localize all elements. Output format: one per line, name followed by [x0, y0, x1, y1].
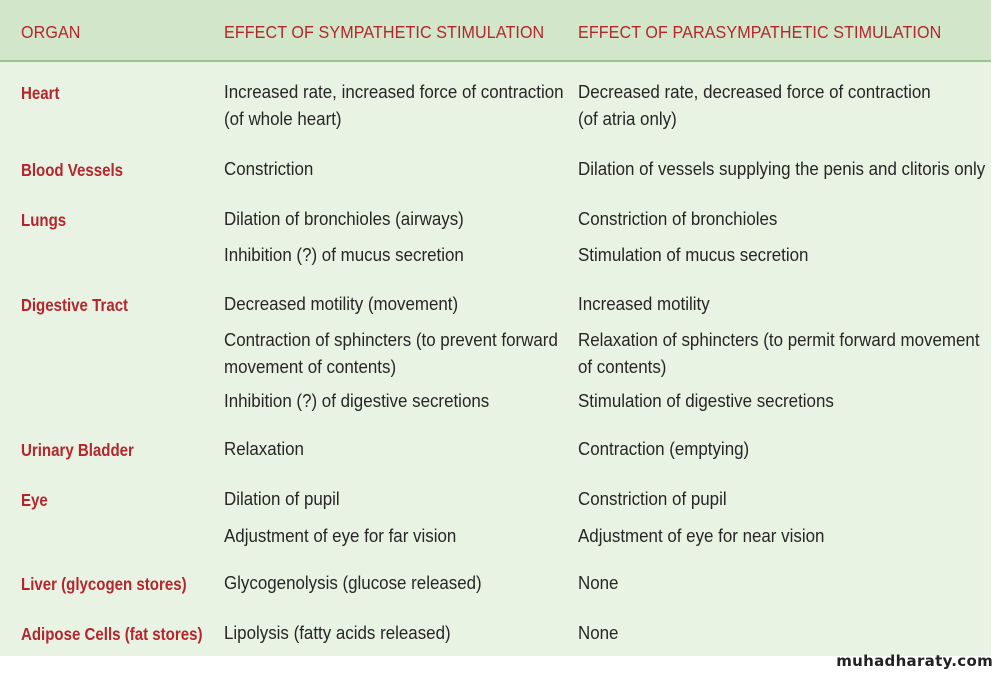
digestive-symp-1: Decreased motility (movement): [224, 294, 459, 314]
digestive-symp-3: movement of contents): [224, 357, 397, 377]
header-sympathetic: EFFECT OF SYMPATHETIC STIMULATION: [224, 22, 545, 42]
adipose-para-1: None: [578, 623, 619, 643]
lungs-symp-2: Inhibition (?) of mucus secretion: [224, 245, 464, 265]
organ-lungs: Lungs: [21, 210, 67, 230]
lungs-symp-1: Dilation of bronchioles (airways): [224, 209, 464, 229]
header-parasympathetic: EFFECT OF PARASYMPATHETIC STIMULATION: [578, 22, 942, 42]
digestive-symp-4: Inhibition (?) of digestive secretions: [224, 391, 490, 411]
eye-symp-2: Adjustment of eye for far vision: [224, 526, 457, 546]
eye-para-2: Adjustment of eye for near vision: [578, 526, 825, 546]
heart-para-1: Decreased rate, decreased force of contraction: [578, 82, 931, 102]
digestive-para-2: Relaxation of sphincters (to permit forward movement: [578, 330, 980, 350]
organ-urinary-bladder: Urinary Bladder: [21, 440, 134, 460]
lungs-para-1: Constriction of bronchioles: [578, 209, 778, 229]
digestive-para-3: of contents): [578, 357, 667, 377]
heart-symp-2: (of whole heart): [224, 109, 342, 129]
bladder-para-1: Contraction (emptying): [578, 439, 750, 459]
watermark: muhadharaty.com: [836, 652, 993, 670]
lungs-para-2: Stimulation of mucus secretion: [578, 245, 809, 265]
digestive-symp-2: Contraction of sphincters (to prevent forward: [224, 330, 558, 350]
bladder-symp-1: Relaxation: [224, 439, 304, 459]
table-header: [0, 0, 991, 62]
organ-digestive-tract: Digestive Tract: [21, 295, 129, 315]
organ-blood-vessels: Blood Vessels: [21, 160, 124, 180]
organ-eye: Eye: [21, 490, 48, 510]
organ-adipose-cells: Adipose Cells (fat stores): [21, 624, 203, 644]
liver-para-1: None: [578, 573, 619, 593]
blood-vessels-symp-1: Constriction: [224, 159, 314, 179]
heart-para-2: (of atria only): [578, 109, 677, 129]
header-organ: ORGAN: [21, 22, 81, 42]
digestive-para-1: Increased motility: [578, 294, 710, 314]
organ-liver: Liver (glycogen stores): [21, 574, 187, 594]
blood-vessels-para-1: Dilation of vessels supplying the penis and clitoris only: [578, 159, 986, 179]
organ-heart: Heart: [21, 83, 60, 103]
eye-para-1: Constriction of pupil: [578, 489, 727, 509]
adipose-symp-1: Lipolysis (fatty acids released): [224, 623, 451, 643]
heart-symp-1: Increased rate, increased force of contraction: [224, 82, 564, 102]
eye-symp-1: Dilation of pupil: [224, 489, 340, 509]
digestive-para-4: Stimulation of digestive secretions: [578, 391, 834, 411]
liver-symp-1: Glycogenolysis (glucose released): [224, 573, 482, 593]
